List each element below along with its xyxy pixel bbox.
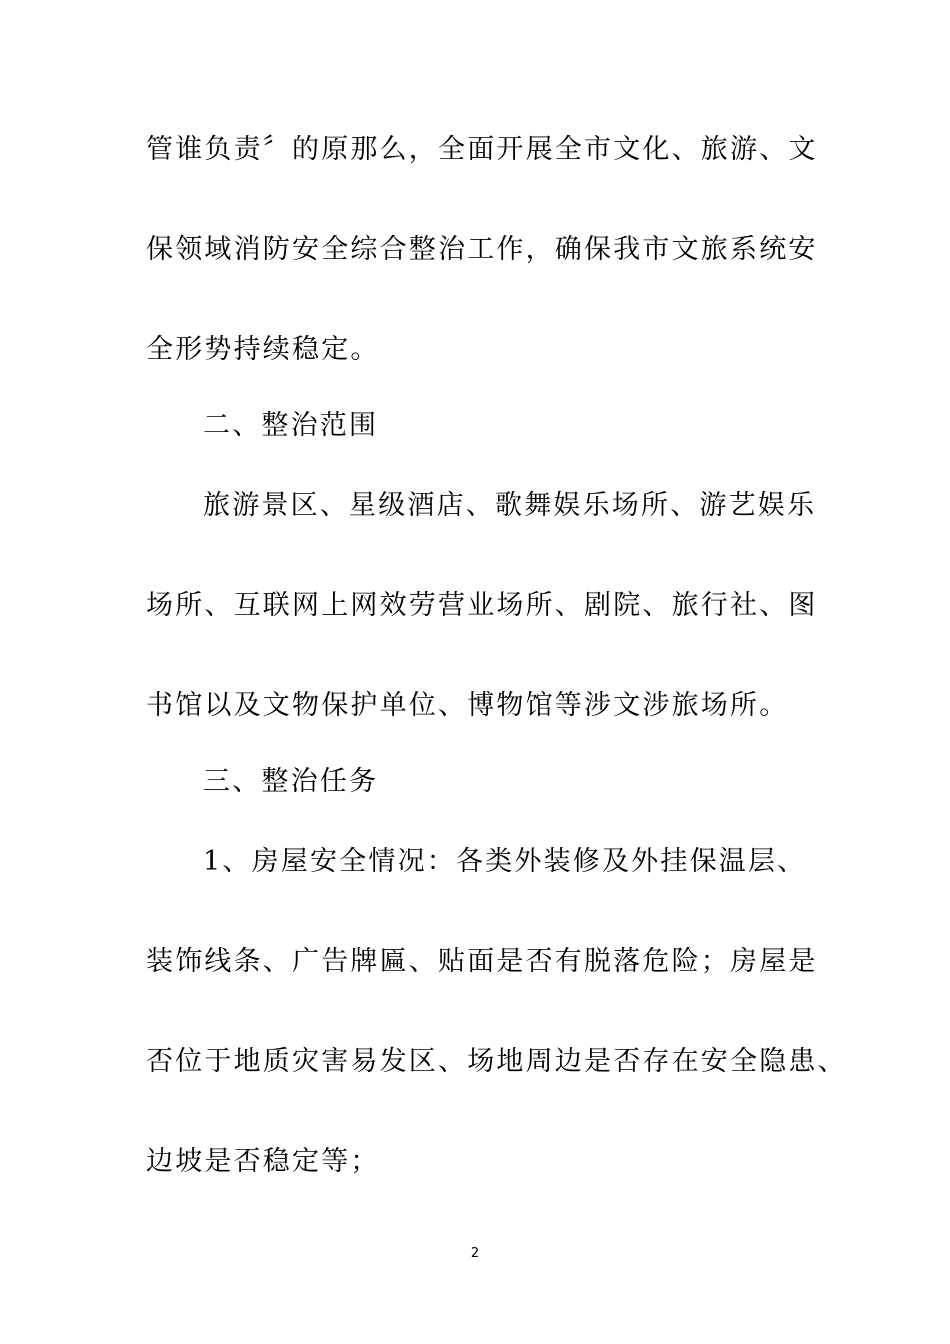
- body-text-line: 旅游景区、星级酒店、歌舞娱乐场所、游艺娱乐: [203, 490, 817, 521]
- body-text-line: 1、房屋安全情况：各类外装修及外挂保温层、: [203, 846, 807, 877]
- body-text-line: 场所、互联网上网效劳营业场所、剧院、旅行社、图: [146, 590, 818, 621]
- body-text-line: 管谁负责〞的原那么，全面开展全市文化、旅游、文: [146, 134, 818, 165]
- body-text-line: 全形势持续稳定。: [146, 334, 380, 365]
- page-number: 2: [470, 1246, 480, 1261]
- body-text-line: 否位于地质灾害易发区、场地周边是否存在安全隐患、: [146, 1046, 847, 1077]
- body-text-line: 保领域消防安全综合整治工作，确保我市文旅系统安: [146, 234, 818, 265]
- section-heading: 三、整治任务: [203, 766, 379, 797]
- body-text-line: 边坡是否稳定等；: [146, 1146, 380, 1177]
- body-text-line: 装饰线条、广告牌匾、贴面是否有脱落危险；房屋是: [146, 946, 818, 977]
- section-heading: 二、整治范围: [203, 410, 379, 441]
- body-text-line: 书馆以及文物保护单位、博物馆等涉文涉旅场所。: [146, 690, 789, 721]
